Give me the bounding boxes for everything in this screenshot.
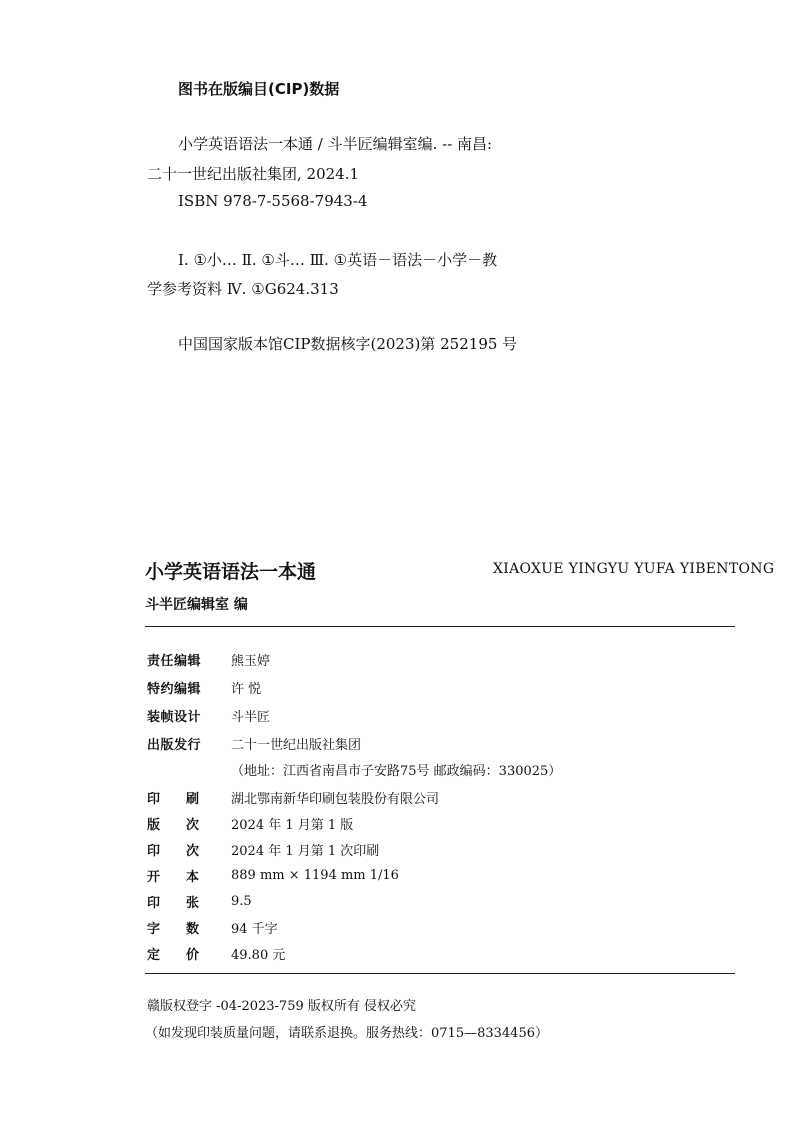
info-row-word-count [147,915,278,939]
info-value: 2024 年 1 月第 1 版 [231,817,354,833]
info-row-printer [147,785,440,809]
info-label: 责任编辑 [147,653,202,669]
cip-line-isbn: ISBN 978-7-5568-7943-4 [178,192,368,210]
cip-line-title: 小学英语语法一本通 / 斗半匠编辑室编. -- 南昌: [178,135,493,153]
info-value: 许 悦 [231,681,262,697]
service-notice: （如发现印装质量问题，请联系退换。服务热线：0715—8334456） [145,1026,548,1041]
cip-line-publisher: 二十一世纪出版社集团, 2024.1 [147,165,360,183]
cip-line-record-number: 中国国家版本馆CIP数据核字(2023)第 252195 号 [178,335,518,353]
book-title: 小学英语语法一本通 [145,561,317,583]
book-pinyin-title: XIAOXUE YINGYU YUFA YIBENTONG [493,561,775,577]
cip-line-subjects: Ⅰ. ①小… Ⅱ. ①斗… Ⅲ. ①英语－语法－小学－教 [178,251,498,269]
info-row-publisher [147,731,362,755]
divider-top [145,626,735,627]
info-label: 印次 [147,843,226,859]
info-label: 字数 [147,921,226,937]
info-label: 印刷 [147,791,226,807]
cip-heading: 图书在版编目(CIP)数据 [178,80,340,98]
info-row-responsible-editor [147,647,271,671]
info-value: 斗半匠 [231,709,271,725]
info-label: 定价 [147,947,226,963]
info-value: 2024 年 1 月第 1 次印刷 [231,843,380,859]
info-row-impression [147,837,380,861]
info-label: 装帧设计 [147,709,202,725]
info-value: 二十一世纪出版社集团 [231,737,362,753]
info-label: 出版发行 [147,737,202,753]
info-row-sheets [147,889,252,913]
info-label: 特约编辑 [147,681,202,697]
divider-bottom [145,973,735,974]
info-row-binding-design [147,703,271,727]
info-label: 印张 [147,895,226,911]
book-editor: 斗半匠编辑室 编 [145,597,248,613]
info-value: （地址：江西省南昌市子安路75号 邮政编码：330025） [231,763,562,779]
copyright-line: 赣版权登字 -04-2023-759 版权所有 侵权必究 [147,999,417,1014]
info-row-price [147,941,286,965]
info-row-format [147,863,399,887]
info-value: 49.80 元 [231,947,286,963]
info-row-address [147,757,562,781]
info-value: 熊玉婷 [231,653,271,669]
info-label: 开本 [147,869,226,885]
info-value: 湖北鄂南新华印刷包装股份有限公司 [231,791,440,807]
info-value: 94 千字 [231,921,278,937]
info-label: 版次 [147,817,226,833]
info-row-special-editor [147,675,262,699]
info-value: 9.5 [231,893,252,909]
info-value: 889 mm × 1194 mm 1/16 [231,867,399,883]
info-row-edition [147,811,354,835]
cip-line-classification: 学参考资料 Ⅳ. ①G624.313 [147,280,339,298]
